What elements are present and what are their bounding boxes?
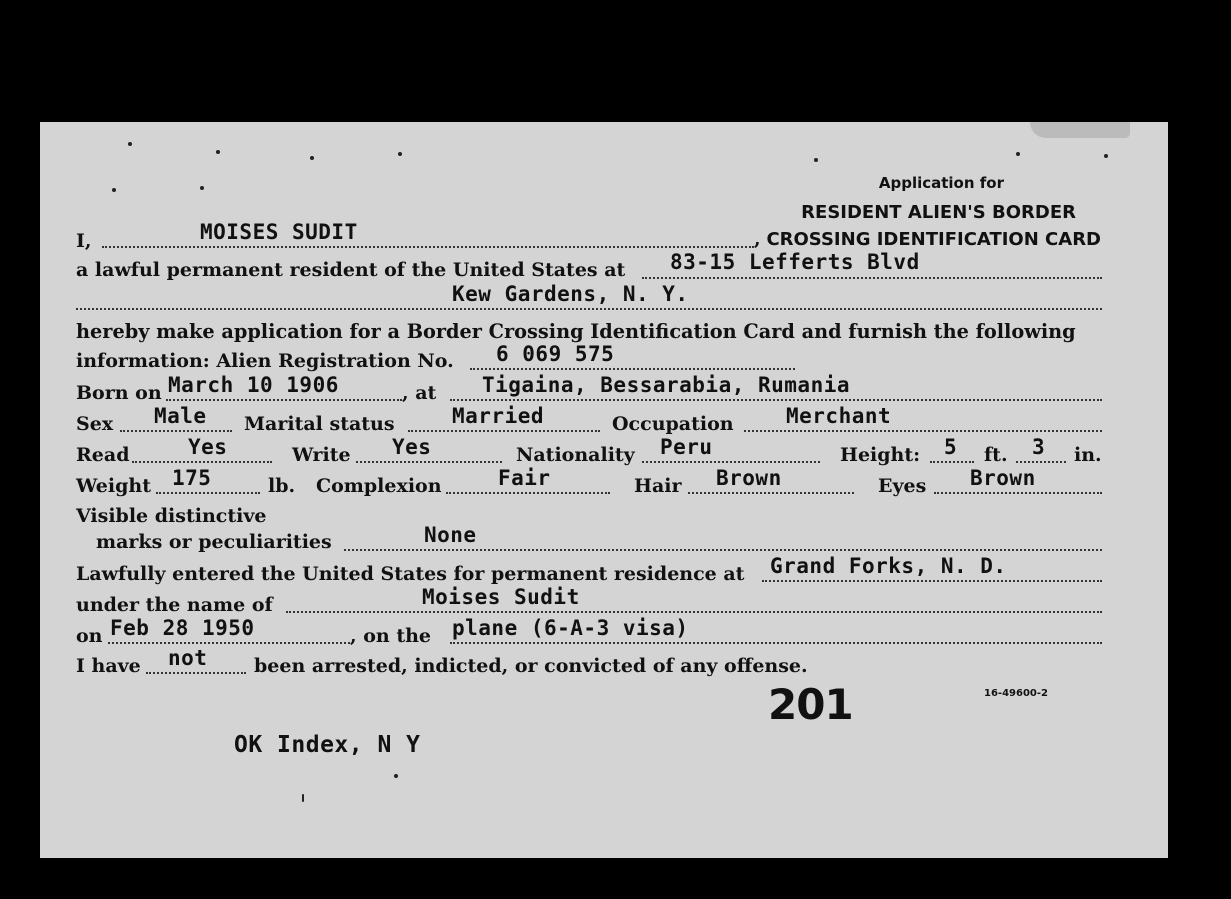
label-born: Born on — [76, 382, 162, 404]
label-info: information: Alien Registration No. — [76, 350, 454, 372]
label-comma: , — [754, 228, 761, 250]
weight-line — [156, 492, 260, 494]
form-title-line2: CROSSING IDENTIFICATION CARD — [766, 229, 1101, 250]
form-title-small: Application for — [878, 174, 1004, 192]
speck — [216, 150, 220, 154]
birthplace-line — [450, 399, 1102, 401]
born-date-line — [166, 399, 402, 401]
label-on-the: , on the — [350, 625, 432, 647]
label-weight: Weight — [76, 475, 151, 497]
speck — [200, 186, 204, 190]
stamp-number: 201 — [768, 680, 853, 729]
speck — [398, 152, 402, 156]
port-line — [762, 580, 1102, 582]
speck — [302, 794, 304, 802]
label-occupation: Occupation — [612, 413, 734, 435]
speck — [310, 156, 314, 160]
label-marital: Marital status — [244, 413, 395, 435]
height-feet: 5 — [944, 435, 958, 459]
conveyance: plane (6-A-3 visa) — [452, 616, 689, 640]
label-height: Height: — [840, 444, 921, 466]
applicant-name: MOISES SUDIT — [200, 220, 358, 244]
height-inches: 3 — [1032, 435, 1046, 459]
label-in: in. — [1074, 444, 1102, 466]
occupation-line — [744, 430, 1102, 432]
name-line — [102, 246, 754, 248]
conveyance-line — [450, 642, 1102, 644]
label-hair: Hair — [634, 475, 682, 497]
entry-date-line — [108, 642, 350, 644]
entered-name-line — [286, 611, 1102, 613]
label-visible: Visible distinctive — [76, 505, 267, 527]
complexion-line — [446, 492, 610, 494]
reg-no-line — [470, 368, 795, 370]
label-at: , at — [402, 382, 437, 404]
label-lawfully: Lawfully entered the United States for permanent residence at — [76, 563, 745, 585]
complexion-value: Fair — [498, 466, 551, 490]
birthplace: Tigaina, Bessarabia, Rumania — [482, 373, 851, 397]
eyes-value: Brown — [970, 466, 1036, 490]
label-arrested: been arrested, indicted, or convicted of any offense. — [254, 655, 808, 677]
hair-line — [688, 492, 854, 494]
speck — [1104, 154, 1108, 158]
birth-date: March 10 1906 — [168, 373, 339, 397]
marital-status-value: Married — [452, 404, 545, 428]
border-crossing-application-card — [40, 122, 1168, 858]
address2-line — [76, 308, 1102, 310]
marital-line — [408, 430, 600, 432]
height-in-line — [1016, 461, 1066, 463]
sex-line — [120, 430, 232, 432]
label-under-name: under the name of — [76, 594, 273, 616]
address1-line — [642, 277, 1102, 279]
name-entered: Moises Sudit — [422, 585, 580, 609]
arrested-value: not — [168, 646, 208, 670]
label-lb: lb. — [268, 475, 296, 497]
eyes-line — [934, 492, 1102, 494]
entry-date: Feb 28 1950 — [110, 616, 255, 640]
address-line-1: 83-15 Lefferts Blvd — [670, 250, 920, 274]
nationality-value: Peru — [660, 435, 713, 459]
label-write: Write — [292, 444, 351, 466]
alien-registration-number: 6 069 575 — [496, 342, 615, 366]
label-read: Read — [76, 444, 130, 466]
hair-value: Brown — [716, 466, 782, 490]
read-line — [132, 461, 272, 463]
weight-value: 175 — [172, 466, 212, 490]
scan-artifact — [1030, 122, 1130, 138]
speck — [814, 158, 818, 162]
nationality-line — [642, 461, 820, 463]
speck — [112, 188, 116, 192]
label-resident: a lawful permanent resident of the United States at — [76, 259, 626, 281]
write-line — [356, 461, 502, 463]
speck — [1016, 152, 1020, 156]
label-eyes: Eyes — [878, 475, 927, 497]
occupation-value: Merchant — [786, 404, 892, 428]
write-value: Yes — [392, 435, 432, 459]
label-sex: Sex — [76, 413, 114, 435]
index-annotation: OK Index, N Y — [234, 732, 421, 758]
label-marks: marks or peculiarities — [96, 531, 332, 553]
speck — [128, 142, 132, 146]
sex-value: Male — [154, 404, 207, 428]
form-number: 16-49600-2 — [984, 688, 1048, 699]
label-hereby: hereby make application for a Border Crossing Identification Card and furnish the following — [76, 320, 1076, 343]
height-ft-line — [930, 461, 974, 463]
label-ft: ft. — [984, 444, 1008, 466]
speck — [394, 774, 398, 778]
port-of-entry: Grand Forks, N. D. — [770, 554, 1007, 578]
label-on: on — [76, 625, 103, 647]
label-nationality: Nationality — [516, 444, 635, 466]
label-i-have: I have — [76, 655, 141, 677]
label-i: I, — [76, 230, 92, 252]
form-title-line1: RESIDENT ALIEN'S BORDER — [801, 202, 1076, 223]
marks-value: None — [424, 523, 477, 547]
arrested-line — [146, 672, 246, 674]
address-line-2: Kew Gardens, N. Y. — [452, 282, 689, 306]
label-complexion: Complexion — [316, 475, 442, 497]
marks-line — [344, 549, 1102, 551]
read-value: Yes — [188, 435, 228, 459]
